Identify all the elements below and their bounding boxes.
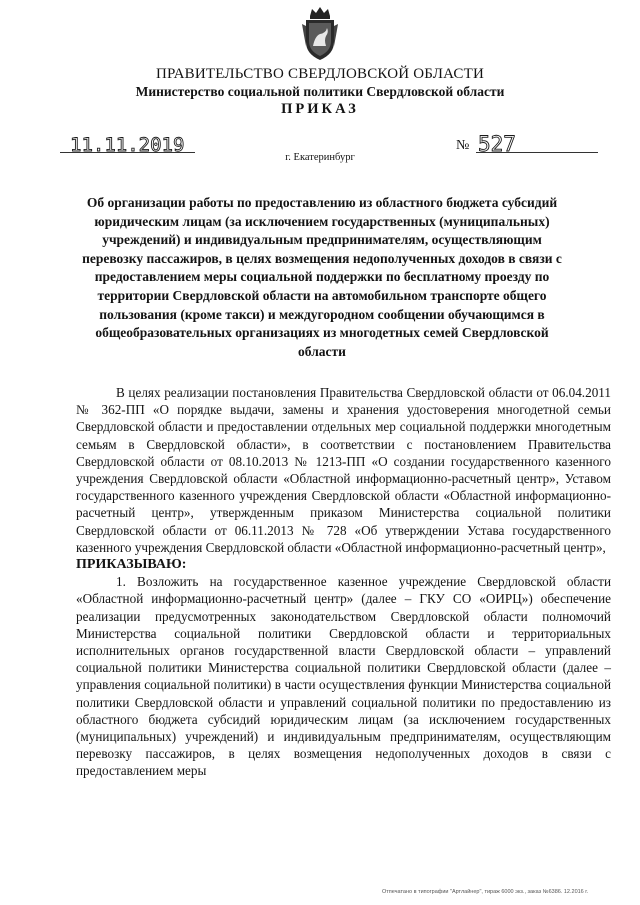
preamble-paragraph: В целях реализации постановления Правительства Свердловской области от 06.04.2011 № 362-ПП «О порядке выдачи, замены и хранения удостоверения многодетной семьи Свердловской области и предоставлении отдельных мер социальной поддержки многодетным семьям в Свердловской области», в соответствии с постановлением Правительства Свердловской области от 08.10.2013 № 1213-ПП «О создании государственного казенного учреждения Свердловской области «Областной информационно-расчетный центр», Уставом государственного казенного учреждения Свердловской области «Областной информационно-расчетный центр», утвержденным приказом Министерства социальной политики Свердловской области от 06.11.2013 № 728 «Об утверждении Устава государственного казенного учреждения Свердловской области «Областной информационно-расчетный центр», — [76, 385, 611, 555]
document-body — [76, 384, 611, 780]
coat-of-arms-icon — [300, 6, 340, 62]
item-1-paragraph: 1. Возложить на государственное казенное учреждение Свердловской области «Областной информационно-расчетный центр» (далее – ГКУ СО «ОИРЦ») обеспечение реализации предусмотренных законодательством Свердловской области полномочий Министерства социальной политики Свердловской области и территориальных исполнительных органов государственной власти Свердловской области – управлений социальной политики Министерства социальной политики Свердловской области (далее – управления социальной политики) в части осуществления функции Министерства социальной политики Свердловской области и управлений социальной политики по предоставлению из областного бюджета субсидий юридическим лицам (за исключением государственных (муниципальных) учреждений) и индивидуальным предпринимателям, осуществляющим перевозку пассажиров, в целях возмещения недополученных доходов в связи с предоставлением меры — [76, 574, 611, 779]
number-label: № — [456, 138, 470, 153]
city: г. Екатеринбург — [285, 152, 355, 163]
ministry-name: Министерство социальной политики Свердловской области — [135, 84, 505, 99]
document-type: ПРИКАЗ — [281, 101, 359, 117]
document-title: Об организации работы по предоставлению из областного бюджета субсидий юридическим лицам (за исключением государственных (муниципальных) учреждений) и индивидуальным предпринимателям, осуществляющим перевозку пассажиров, в целях возмещения недополученных доходов в связи с предоставлением меры социальной поддержки по бесплатному проезду по территории Свердловской области на автомобильном транспорте общего пользования (кроме такси) и междугородном сообщении обучающимся в общеобразовательных организациях из многодетных семей Свердловской области — [82, 195, 562, 359]
order-word: ПРИКАЗЫВАЮ: — [76, 557, 187, 573]
government-name: ПРАВИТЕЛЬСТВО СВЕРДЛОВСКОЙ ОБЛАСТИ — [155, 66, 485, 82]
svg-text:11.11.2019: 11.11.2019 — [70, 134, 185, 156]
print-footer: Отпечатано в типографии "Артлайнер", тираж 6000 экз., заказ №6386. 12.2016 г. — [382, 889, 589, 895]
svg-text:527: 527 — [478, 132, 516, 156]
